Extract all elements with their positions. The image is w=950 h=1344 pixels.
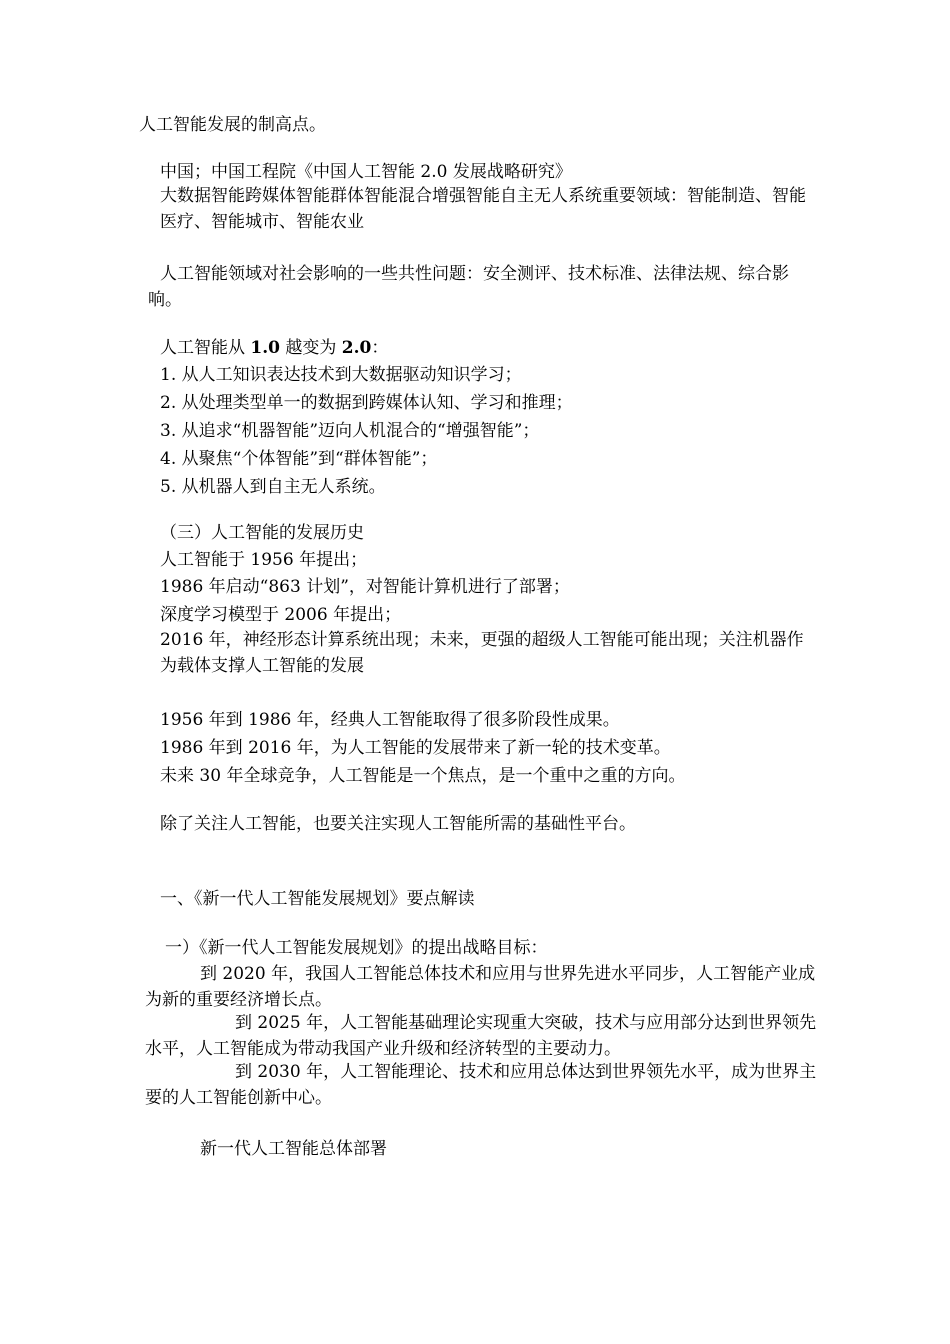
social-issues-paragraph: 人工智能领域对社会影响的一些共性问题：安全测评、技术标准、法律法规、综合影响。	[148, 264, 789, 310]
period-line: 1986 年到 2016 年，为人工智能的发展带来了新一轮的技术变革。	[160, 738, 671, 758]
transition-from: 1.0	[250, 338, 280, 358]
history-heading: （三）人工智能的发展历史	[160, 523, 364, 543]
intro-paragraph: 人工智能发展的制高点。	[139, 115, 326, 135]
section-title: 一、《新一代人工智能发展规划》要点解读	[160, 889, 475, 909]
key-areas-paragraph: 大数据智能跨媒体智能群体智能混合增强智能自主无人系统重要领域：智能制造、智能医疗、智能城市、智能农业	[160, 186, 806, 232]
goal-2025-paragraph: 到 2025 年，人工智能基础理论实现重大突破，技术与应用部分达到世界领先水平，人工智能成为带动我国产业升级和经济转型的主要动力。	[145, 1013, 817, 1059]
history-line: 深度学习模型于 2006 年提出；	[160, 605, 402, 625]
china-reference: 中国；中国工程院《中国人工智能 2.0 发展战略研究》	[160, 162, 572, 182]
list-item: 3. 从追求“机器智能”迈向人机混合的“增强智能”；	[160, 421, 540, 441]
transition-middle: 越变为	[279, 338, 342, 358]
deployment-title: 新一代人工智能总体部署	[200, 1139, 387, 1159]
list-item: 1. 从人工知识表达技术到大数据驱动知识学习；	[160, 365, 522, 385]
transition-heading	[160, 337, 388, 359]
period-line: 未来 30 年全球竞争，人工智能是一个焦点，是一个重中之重的方向。	[160, 766, 686, 786]
subsection-title: 一）《新一代人工智能发展规划》的提出战略目标：	[165, 938, 548, 958]
transition-to: 2.0	[341, 338, 372, 358]
goal-2020-paragraph: 到 2020 年，我国人工智能总体技术和应用与世界先进水平同步，人工智能产业成为新的重要经济增长点。	[145, 964, 816, 1010]
history-line: 1986 年启动“863 计划”，对智能计算机进行了部署；	[160, 577, 570, 597]
goal-2030-paragraph: 到 2030 年，人工智能理论、技术和应用总体达到世界领先水平，成为世界主要的人工智能创新中心。	[145, 1062, 817, 1108]
list-item: 5. 从机器人到自主无人系统。	[160, 477, 386, 497]
history-line: 2016 年，神经形态计算系统出现；未来，更强的超级人工智能可能出现；关注机器作为载体支撑人工智能的发展	[160, 630, 804, 676]
list-item: 2. 从处理类型单一的数据到跨媒体认知、学习和推理；	[160, 393, 573, 413]
history-line: 人工智能于 1956 年提出；	[160, 550, 368, 570]
platform-paragraph: 除了关注人工智能，也要关注实现人工智能所需的基础性平台。	[160, 814, 636, 834]
list-item: 4. 从聚焦“个体智能”到“群体智能”；	[160, 449, 438, 469]
transition-suffix: ：	[371, 338, 389, 358]
period-line: 1956 年到 1986 年，经典人工智能取得了很多阶段性成果。	[160, 710, 620, 730]
transition-prefix: 人工智能从	[160, 338, 251, 358]
